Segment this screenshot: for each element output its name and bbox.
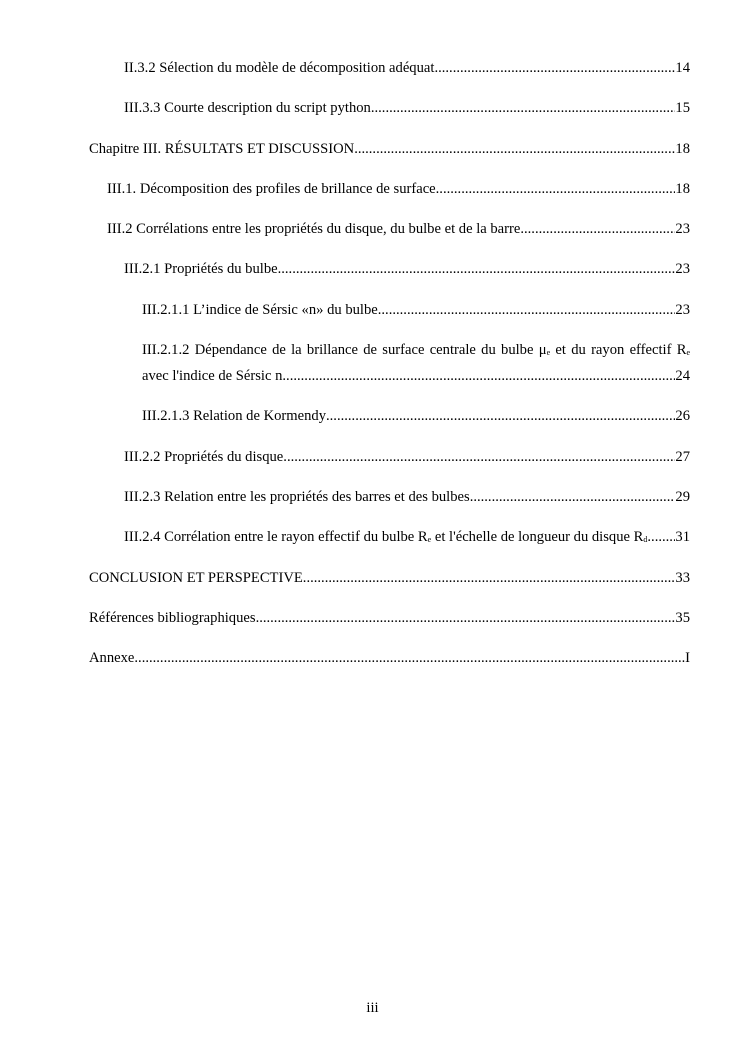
toc-entry[interactable] <box>89 486 690 508</box>
toc-entry-page: 35 <box>675 609 690 626</box>
toc-entry[interactable] <box>89 57 690 79</box>
toc-entry-page: 29 <box>675 488 690 505</box>
toc-entry-page: 33 <box>675 569 690 586</box>
toc-entry-page: 26 <box>675 408 690 425</box>
toc-leader-dots <box>283 446 675 468</box>
toc-entry[interactable] <box>89 258 690 280</box>
toc-entry-page: 18 <box>675 140 690 157</box>
toc-entry-title: III.2 Corrélations entre les propriétés du disque, du bulbe et de la barre <box>107 221 521 238</box>
toc-entry-title: II.3.2 Sélection du modèle de décomposition adéquat <box>124 60 435 76</box>
toc-entry-title <box>124 526 647 548</box>
toc-entry-title-part: III.2.4 Corrélation entre le rayon effectif du bulbe R <box>124 529 428 546</box>
toc-entry-page: 14 <box>675 60 690 76</box>
toc-entry[interactable] <box>89 446 690 468</box>
toc-leader-dots <box>520 218 675 240</box>
mu-subscript: e <box>546 347 551 357</box>
toc-entry[interactable] <box>89 218 690 240</box>
toc-entry[interactable] <box>89 178 690 200</box>
page-number: iii <box>366 1000 379 1016</box>
toc-entry-title: III.2.1.3 Relation de Kormendy <box>142 408 326 425</box>
toc-entry-page: 31 <box>675 529 690 546</box>
toc-entry-title: Chapitre III. RÉSULTATS ET DISCUSSION <box>89 140 355 157</box>
toc-entry[interactable] <box>89 299 690 321</box>
toc-entry-title: III.2.2 Propriétés du disque <box>124 448 284 465</box>
toc-entry-page: I <box>685 650 690 667</box>
toc-entry-title: III.2.1.1 L’indice de Sérsic «n» du bulbe <box>142 301 378 318</box>
toc-entry-title: III.1. Décomposition des profiles de brillance de surface <box>107 180 436 197</box>
toc-entry-title-line1 <box>142 339 690 361</box>
table-of-contents <box>89 57 690 687</box>
toc-entry-title-part: et du rayon effectif R <box>550 342 687 359</box>
toc-entry-chapter[interactable] <box>89 138 690 160</box>
toc-entry-title: III.2.1 Propriétés du bulbe <box>124 261 278 278</box>
toc-leader-dots <box>134 647 685 669</box>
toc-entry[interactable] <box>89 526 690 548</box>
toc-leader-dots <box>436 178 676 200</box>
toc-leader-dots <box>434 57 675 79</box>
toc-entry-chapter[interactable] <box>89 607 690 629</box>
toc-entry-title-part: et l'échelle de longueur du disque R <box>431 529 644 546</box>
toc-entry-page: 15 <box>675 100 690 117</box>
toc-leader-dots <box>282 365 675 387</box>
toc-entry-title: III.2.3 Relation entre les propriétés des barres et des bulbes <box>124 488 470 505</box>
toc-entry-page: 24 <box>675 368 690 385</box>
toc-entry-title: avec l'indice de Sérsic n <box>142 368 283 385</box>
toc-entry[interactable] <box>89 97 690 119</box>
toc-entry-chapter[interactable] <box>89 647 690 669</box>
toc-leader-dots <box>470 486 676 508</box>
re-subscript: e <box>427 535 432 545</box>
toc-entry-multiline[interactable] <box>89 339 690 387</box>
toc-leader-dots <box>303 567 676 589</box>
toc-leader-dots <box>371 97 676 119</box>
toc-leader-dots <box>378 299 676 321</box>
toc-entry-page: 27 <box>675 448 690 465</box>
toc-entry-page: 23 <box>675 221 690 238</box>
toc-leader-dots <box>256 607 676 629</box>
toc-entry-page: 23 <box>675 301 690 318</box>
toc-leader-dots <box>326 405 675 427</box>
rd-subscript: d <box>643 535 648 545</box>
re-subscript: e <box>686 347 691 357</box>
toc-entry-title: Références bibliographiques <box>89 609 256 626</box>
toc-entry[interactable] <box>89 405 690 427</box>
toc-leader-dots <box>647 526 675 548</box>
toc-entry-title: CONCLUSION ET PERSPECTIVE <box>89 569 303 586</box>
toc-entry-title-part: III.2.1.2 Dépendance de la brillance de surface centrale du bulbe μ <box>142 342 547 359</box>
toc-entry-page: 23 <box>675 261 690 278</box>
toc-entry-title-line2 <box>142 365 690 387</box>
toc-leader-dots <box>278 258 676 280</box>
toc-entry-page: 18 <box>675 180 690 197</box>
toc-entry-title: III.3.3 Courte description du script python <box>124 100 371 117</box>
toc-leader-dots <box>354 138 675 160</box>
toc-entry-title: Annexe <box>89 650 135 667</box>
toc-entry-chapter[interactable] <box>89 567 690 589</box>
